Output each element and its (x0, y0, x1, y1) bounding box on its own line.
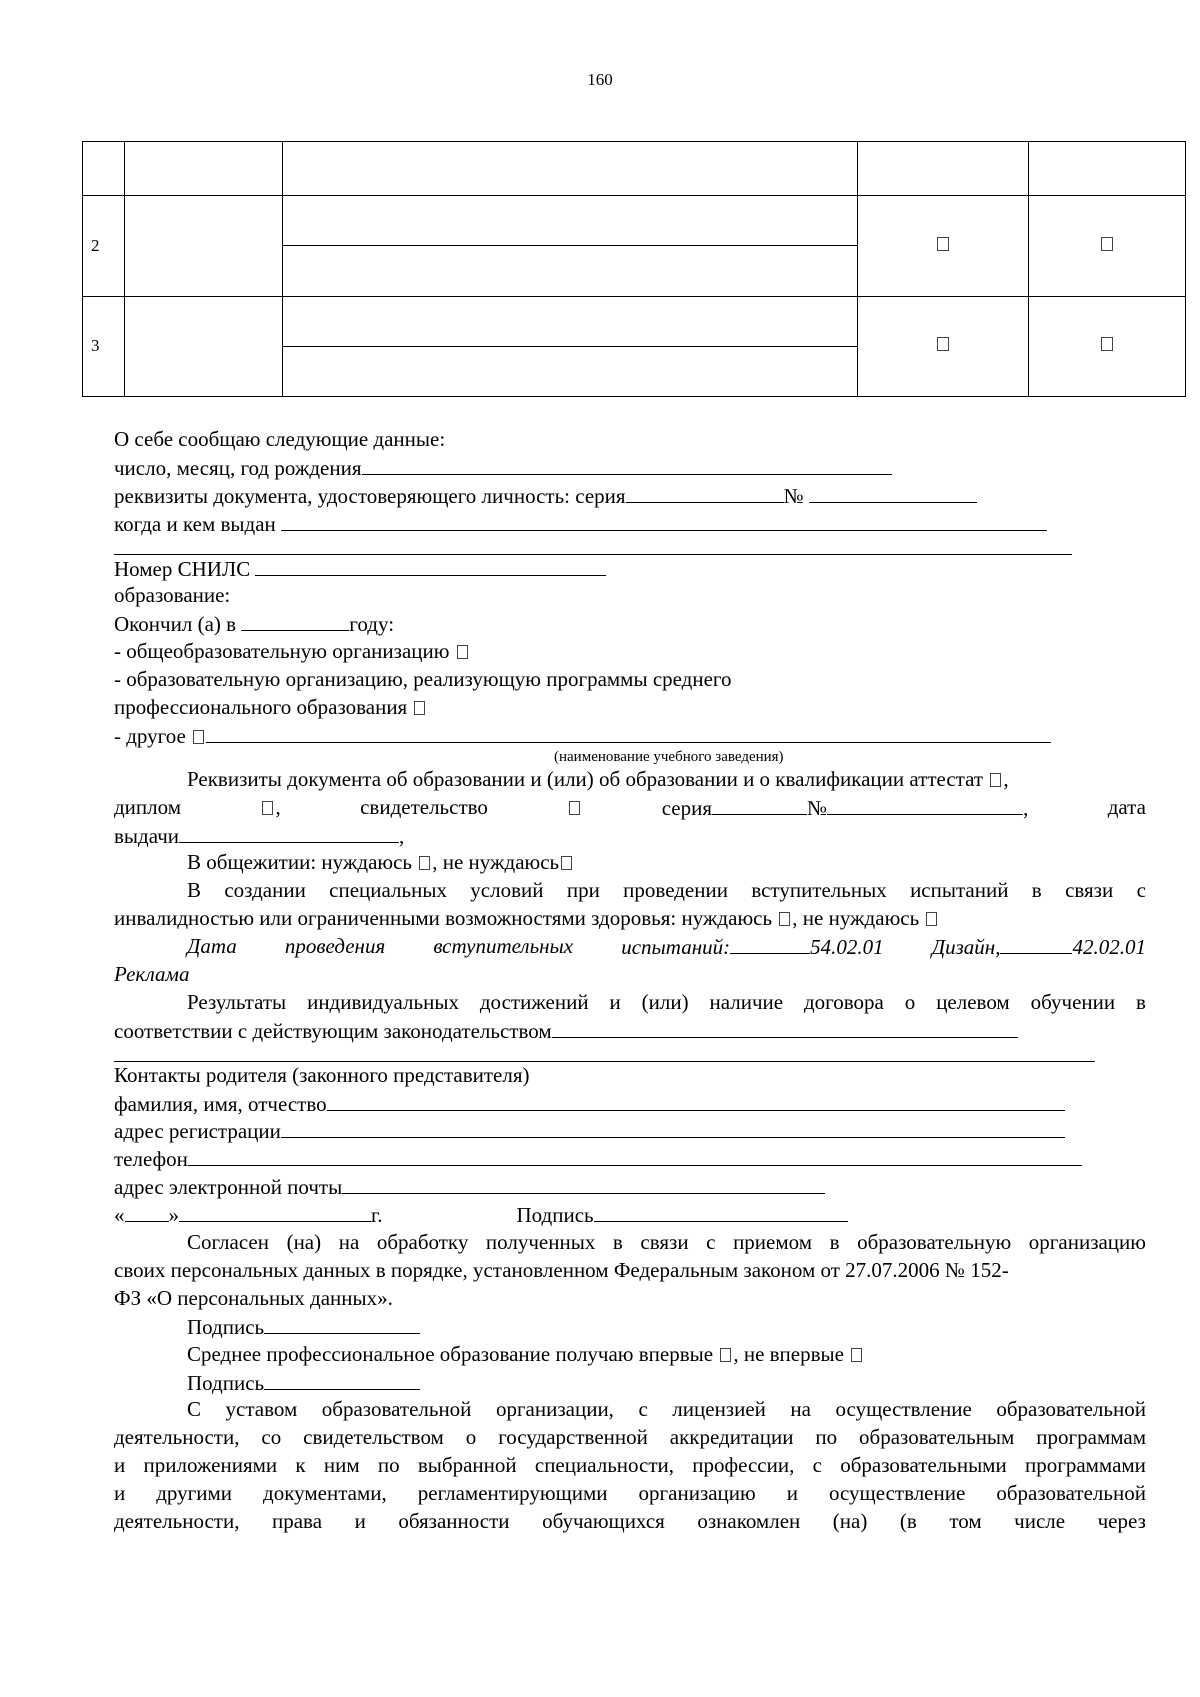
parent-fio-line: фамилия, имя, отчество (114, 1090, 1146, 1118)
birth-date-field[interactable] (362, 454, 892, 475)
table-row (83, 142, 1186, 196)
checkbox-cell (1029, 196, 1186, 296)
charter-line-4: и другими документами, регламентирующими организацию и осуществление образовательной (114, 1481, 1146, 1506)
dorm-need-checkbox[interactable] (419, 856, 430, 870)
table-cell[interactable] (283, 246, 858, 296)
table-cell[interactable] (283, 346, 858, 396)
parent-email-field[interactable] (342, 1173, 825, 1194)
consent-line-3: ФЗ «О персональных данных». (114, 1285, 393, 1310)
table-cell[interactable] (125, 142, 283, 196)
signature-field[interactable] (594, 1201, 848, 1222)
education-label: образование: (114, 583, 231, 608)
page-number: 160 (587, 70, 613, 89)
spo-org-checkbox[interactable] (414, 701, 425, 715)
applications-table (82, 141, 1186, 397)
table-cell[interactable] (125, 296, 283, 396)
consent-line-2: своих персональных данных в порядке, установленном Федеральным законом от 27.07.2006 № 152- (114, 1257, 1009, 1282)
achievements-field[interactable] (552, 1017, 1018, 1038)
edu-document-line: Реквизиты документа об образовании и (или) об образовании и о квалификации аттестат , (187, 766, 1009, 791)
snils-field[interactable] (255, 555, 606, 576)
checkbox[interactable] (937, 237, 949, 251)
row-number (83, 142, 125, 196)
spo-first-checkbox[interactable] (720, 1348, 731, 1362)
graduation-year-field[interactable] (241, 610, 349, 631)
special-conditions-line-2: инвалидностью или ограниченными возможностями здоровья: нуждаюсь , не нуждаюсь (114, 905, 1146, 933)
row-number: 3 (83, 296, 125, 396)
day-field[interactable] (125, 1201, 169, 1222)
institution-name-field[interactable] (206, 722, 1051, 743)
attestat-checkbox[interactable] (990, 773, 1001, 787)
spo-not-first-checkbox[interactable] (851, 1348, 862, 1362)
spo-org-option: - образовательную организацию, реализующую программы среднего (114, 667, 732, 692)
charter-line-1: С уставом образовательной организации, с лицензией на осуществление образовательной (187, 1397, 1146, 1422)
id-series-field[interactable] (626, 482, 784, 503)
edu-series-field[interactable] (712, 794, 807, 815)
checkbox-cell (858, 296, 1029, 396)
spo-org-option-cont: профессионального образования (114, 694, 1146, 722)
row-number: 2 (83, 196, 125, 296)
issue-date-field[interactable] (179, 822, 399, 843)
diploma-checkbox[interactable] (262, 801, 273, 815)
parent-address-field[interactable] (281, 1117, 1065, 1138)
table-cell[interactable] (125, 196, 283, 296)
table-row (83, 296, 1186, 346)
charter-line-5: деятельности, права и обязанности обучающихся ознакомлен (на) (в том числе через (114, 1508, 1146, 1533)
certificate-checkbox[interactable] (569, 801, 580, 815)
special-need-checkbox[interactable] (779, 912, 790, 926)
edu-document-line-2: диплом , свидетельство серия № , дата (114, 794, 1146, 820)
special-conditions-line: В создании специальных условий при проведении вступительных испытаний в связи с (187, 878, 1146, 903)
parent-email-line: адрес электронной почты (114, 1173, 1146, 1201)
other-checkbox[interactable] (193, 730, 204, 744)
checkbox[interactable] (1101, 337, 1113, 351)
charter-line-2: деятельности, со свидетельством о государственной аккредитации по образовательным программам (114, 1425, 1146, 1450)
parent-phone-field[interactable] (188, 1145, 1082, 1166)
table-cell[interactable] (1029, 142, 1186, 196)
parent-fio-field[interactable] (327, 1090, 1065, 1111)
about-heading: О себе сообщаю следующие данные: (114, 427, 446, 451)
parent-address-line: адрес регистрации (114, 1117, 1146, 1145)
spo-signature-line: Подпись (114, 1369, 1146, 1397)
exam-date-field[interactable] (730, 933, 810, 954)
table-cell[interactable] (283, 196, 858, 246)
consent-signature-line: Подпись (114, 1313, 1146, 1341)
institution-caption: (наименование учебного заведения) (554, 748, 784, 765)
spo-first-line: Среднее профессиональное образование получаю впервые , не впервые (114, 1341, 1146, 1369)
issue-date-line: выдачи , (114, 823, 405, 848)
issued-by-field[interactable] (281, 510, 1047, 531)
dormitory-line: В общежитии: нуждаюсь , не нуждаюсь (114, 849, 1146, 877)
edu-number-field[interactable] (827, 794, 1023, 815)
special-no-need-checkbox[interactable] (926, 912, 937, 926)
table-cell[interactable] (283, 296, 858, 346)
date-signature-line: « » г. Подпись (114, 1201, 1146, 1229)
parents-heading: Контакты родителя (законного представителя) (114, 1062, 530, 1087)
exam-date-line-2: Реклама (114, 962, 190, 987)
achievements-field-continuation[interactable] (114, 1045, 1095, 1062)
achievements-line: Результаты индивидуальных достижений и (или) наличие договора о целевом обучении в (187, 989, 1146, 1014)
exam-date-field-2[interactable] (1000, 933, 1072, 954)
achievements-line-2: соответствии с действующим законодательством (114, 1017, 1146, 1045)
checkbox-cell (1029, 296, 1186, 396)
checkbox[interactable] (937, 337, 949, 351)
table-cell[interactable] (858, 142, 1029, 196)
id-number-field[interactable] (809, 482, 977, 503)
general-org-option: - общеобразовательную организацию (114, 638, 1146, 666)
charter-line-3: и приложениями к ним по выбранной специальности, профессии, с образовательными программами (114, 1453, 1146, 1478)
consent-signature-field[interactable] (264, 1313, 420, 1334)
id-document-line: реквизиты документа, удостоверяющего личность: серия № (114, 482, 1146, 510)
issued-line: когда и кем выдан (114, 510, 1146, 538)
issued-by-field-continuation[interactable] (114, 538, 1072, 555)
exam-date-line: Дата проведения вступительных испытаний: 54.02.01 Дизайн, 42.02.01 (187, 934, 1146, 960)
other-option: - другое (114, 722, 1146, 750)
table-row (83, 196, 1186, 246)
month-field[interactable] (179, 1201, 371, 1222)
table-cell[interactable] (283, 142, 858, 196)
dorm-no-need-checkbox[interactable] (561, 856, 572, 870)
checkbox[interactable] (1101, 237, 1113, 251)
general-org-checkbox[interactable] (457, 645, 468, 659)
parent-phone-line: телефон (114, 1145, 1146, 1173)
birth-line: число, месяц, год рождения (114, 454, 1146, 482)
spo-signature-field[interactable] (264, 1369, 420, 1390)
checkbox-cell (858, 196, 1029, 296)
application-form-body (114, 426, 1146, 1536)
graduation-year-line: Окончил (а) в году: (114, 612, 395, 637)
snils-line: Номер СНИЛС (114, 555, 1146, 583)
consent-line-1: Согласен (на) на обработку полученных в связи с приемом в образовательную организацию (187, 1230, 1146, 1255)
